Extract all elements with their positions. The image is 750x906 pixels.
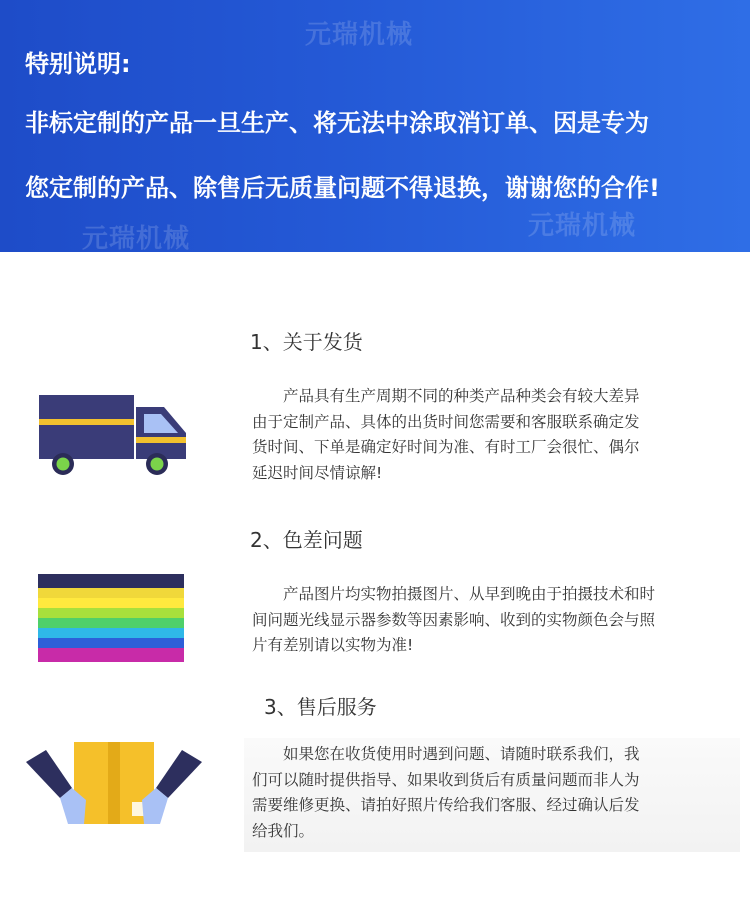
watermark: 元瑞机械 xyxy=(528,211,637,241)
notice-title: 特别说明: xyxy=(25,50,131,78)
section-title-delivery: 1、关于发货 xyxy=(250,330,363,354)
color-spectrum-icon xyxy=(38,574,184,662)
section-text-delivery: 产品具有生产周期不同的种类产品种类会有较大差异 由于定制产品、具体的出货时间您需要和客服联系确定发 货时间、下单是确定好时间为准、有时工厂会很忙、偶尔 延迟时间尽情谅解! xyxy=(252,387,640,482)
section-title-aftersales: 3、售后服务 xyxy=(264,695,377,719)
section-text-aftersales: 如果您在收货使用时遇到问题、请随时联系我们，我 们可以随时提供指导、如果收到货后有质量问题而非人为 需要维修更换、请拍好照片传给我们客服、经过确认后发 给我们。 xyxy=(244,738,740,852)
watermark: 元瑞机械 xyxy=(305,20,414,50)
delivery-truck-icon xyxy=(38,393,188,477)
notice-banner xyxy=(0,0,750,252)
notice-line-2: 您定制的产品、除售后无质量问题不得退换，谢谢您的合作! xyxy=(25,174,660,202)
watermark: 元瑞机械 xyxy=(82,224,191,252)
notice-line-1: 非标定制的产品一旦生产、将无法中涂取消订单、因是专为 xyxy=(25,109,649,137)
section-title-color: 2、色差问题 xyxy=(250,528,363,552)
section-text-color: 产品图片均实物拍摄图片、从早到晚由于拍摄技术和时 间问题光线显示器参数等因素影响、收到的实物颜色会与照 片有差别请以实物为准! xyxy=(252,585,656,654)
package-hands-icon xyxy=(24,740,204,830)
